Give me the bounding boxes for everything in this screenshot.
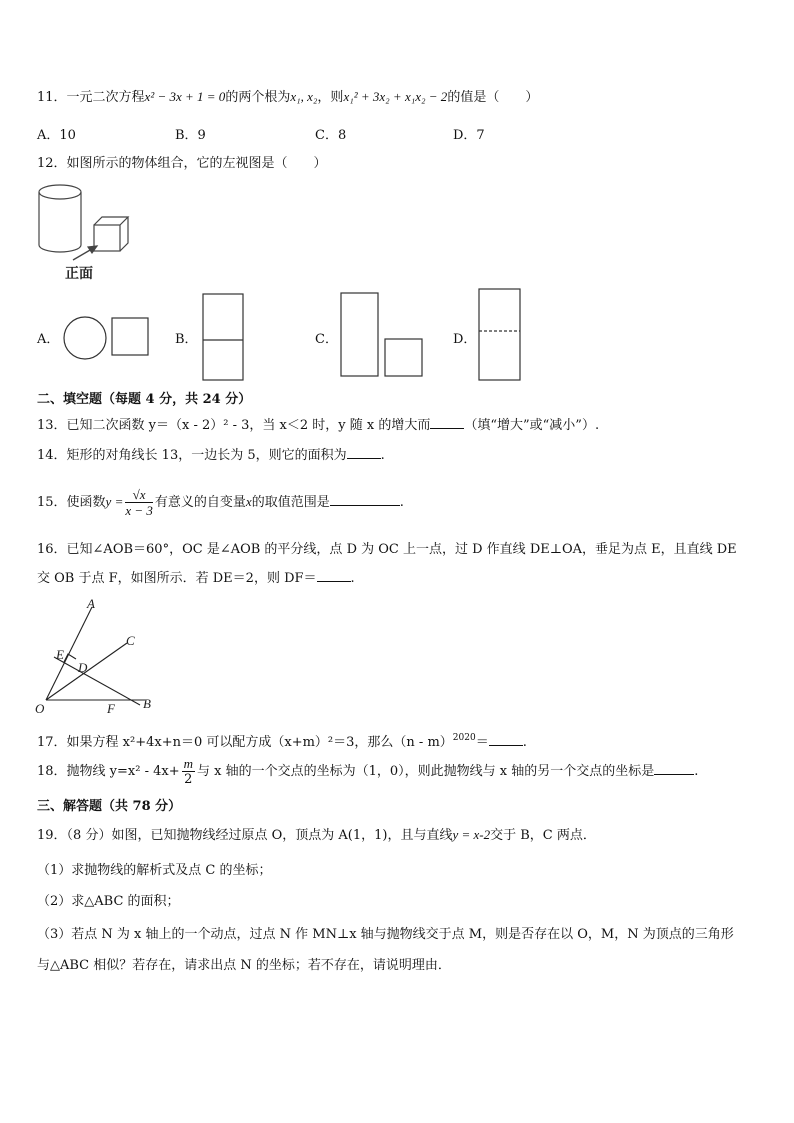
q15-middle: 有意义的自变量 xyxy=(154,495,246,510)
q19-line-1 xyxy=(37,826,596,845)
q11-roots: x₁, x₂ xyxy=(290,89,318,104)
q15-numerator: √x xyxy=(125,487,153,503)
q13-text: 13．已知二次函数 y＝（x - 2）² - 3，当 x＜2 时，y 随 x 的增大而 xyxy=(37,418,431,433)
q15-prefix: 15．使函数 xyxy=(37,495,106,510)
q19-part-1: （1）求抛物线的解析式及点 C 的坐标； xyxy=(37,863,272,878)
question-17 xyxy=(37,729,527,752)
question-18 xyxy=(37,752,698,792)
q19-part-3-line-1: （3）若点 N 为 x 轴上的一个动点，过点 N 作 MN⊥x 轴与抛物线交于点 M，则是否存在以 O，M，N 为顶点的三角形 xyxy=(37,927,734,942)
q11-middle: 的两个根为 xyxy=(225,90,291,105)
q16-line-1: 16．已知∠AOB＝60°，OC 是∠AOB 的平分线，点 D 为 OC 上一点，过 D 作直线 DE⊥OA，垂足为点 E，且直线 DE xyxy=(37,542,737,557)
q18-prefix: 18．抛物线 y=x² - 4x+ xyxy=(37,764,180,779)
q16-line-2 xyxy=(37,570,355,588)
q13-suffix: （填“增大”或“减小”）. xyxy=(464,418,600,433)
q11-suffix: 的值是（ ） xyxy=(447,90,539,105)
q17-text: 17．如果方程 x²+4x+n＝0 可以配方成（x+m）²＝3，那么（n - m） xyxy=(37,735,453,750)
q15-fraction xyxy=(125,487,153,518)
q16-end: . xyxy=(350,571,355,586)
q17-end: . xyxy=(522,735,527,750)
q14-suffix: . xyxy=(380,448,385,463)
q12-option-a-label: A． xyxy=(37,332,60,347)
question-11 xyxy=(37,88,538,107)
q18-denominator: 2 xyxy=(184,772,193,787)
q18-answer-blank xyxy=(654,764,694,775)
q12-object-figure xyxy=(35,180,145,285)
q17-eq: ＝ xyxy=(475,735,489,750)
q12-option-b-figure xyxy=(200,292,246,382)
q18-fraction xyxy=(182,756,195,787)
q11-prefix: 11．一元二次方程 xyxy=(37,90,145,105)
q15-end: . xyxy=(399,495,404,510)
q18-end: . xyxy=(694,764,699,779)
q14-text: 14．矩形的对角线长 13，一边长为 5，则它的面积为 xyxy=(37,448,347,463)
q12-option-c-label: C． xyxy=(315,332,338,347)
q17-exponent: 2020 xyxy=(452,733,476,743)
q12-front-label: 正面 xyxy=(65,266,93,282)
q12-option-b-label: B． xyxy=(175,332,198,347)
q16-answer-blank xyxy=(317,571,351,582)
q11-option-a: A．10 xyxy=(37,128,76,143)
q19-line-equation: y = x-2 xyxy=(452,827,491,842)
q15-answer-blank xyxy=(330,495,400,506)
q11-then: ，则 xyxy=(317,90,344,105)
q18-numerator: m xyxy=(183,756,193,771)
q19-part-2: （2）求△ABC 的面积； xyxy=(37,894,180,909)
q12-option-d-label: D． xyxy=(453,332,477,347)
q16-label-a: A xyxy=(87,596,95,611)
question-15 xyxy=(37,482,404,523)
section-3-title: 三、解答题（共 78 分） xyxy=(37,799,182,814)
q15-suffix: 的取值范围是 xyxy=(251,495,330,510)
question-13 xyxy=(37,417,599,435)
q15-var: x xyxy=(245,494,252,509)
q16-label-b: B xyxy=(143,696,151,711)
q12-option-c-figure xyxy=(338,290,428,380)
q11-equation: x² − 3x + 1 = 0 xyxy=(144,89,226,104)
q11-expression: x₁² + 3x₂ + x₁x₂ − 2 xyxy=(343,89,448,104)
q15-denominator: x − 3 xyxy=(125,503,153,518)
q16-label-e: E xyxy=(56,647,64,662)
q16-label-d: D xyxy=(78,660,88,675)
q15-y: y = xyxy=(105,494,124,509)
q13-answer-blank xyxy=(430,418,464,429)
q16-line-2-text: 交 OB 于点 F，如图所示．若 DE＝2，则 DF＝ xyxy=(37,571,317,586)
q14-answer-blank xyxy=(347,448,381,459)
question-14 xyxy=(37,447,385,465)
section-2-title: 二、填空题（每题 4 分，共 24 分） xyxy=(37,392,252,407)
q19-line-1-a: 19．（8 分）如图，已知抛物线经过原点 O，顶点为 A(1，1)，且与直线 xyxy=(37,828,453,843)
q17-answer-blank xyxy=(489,735,523,746)
q16-label-f: F xyxy=(107,701,115,716)
q18-suffix: 与 x 轴的一个交点的坐标为（1，0），则此抛物线与 x 轴的另一个交点的坐标是 xyxy=(197,764,655,779)
q19-line-1-b: 交于 B，C 两点． xyxy=(490,828,596,843)
question-12: 12．如图所示的物体组合，它的左视图是（ ） xyxy=(37,156,327,171)
q16-label-o: O xyxy=(35,701,45,716)
q11-option-b: B．9 xyxy=(175,128,206,143)
q19-part-3-line-2: 与△ABC 相似？若存在，请求出点 N 的坐标；若不存在，请说明理由． xyxy=(37,958,451,973)
q16-geometry-figure xyxy=(30,595,165,720)
q11-option-c: C．8 xyxy=(315,128,347,143)
q11-option-d: D．7 xyxy=(453,128,485,143)
q12-option-a-figure xyxy=(60,315,155,361)
q16-label-c: C xyxy=(126,633,135,648)
q12-option-d-figure xyxy=(477,286,523,382)
